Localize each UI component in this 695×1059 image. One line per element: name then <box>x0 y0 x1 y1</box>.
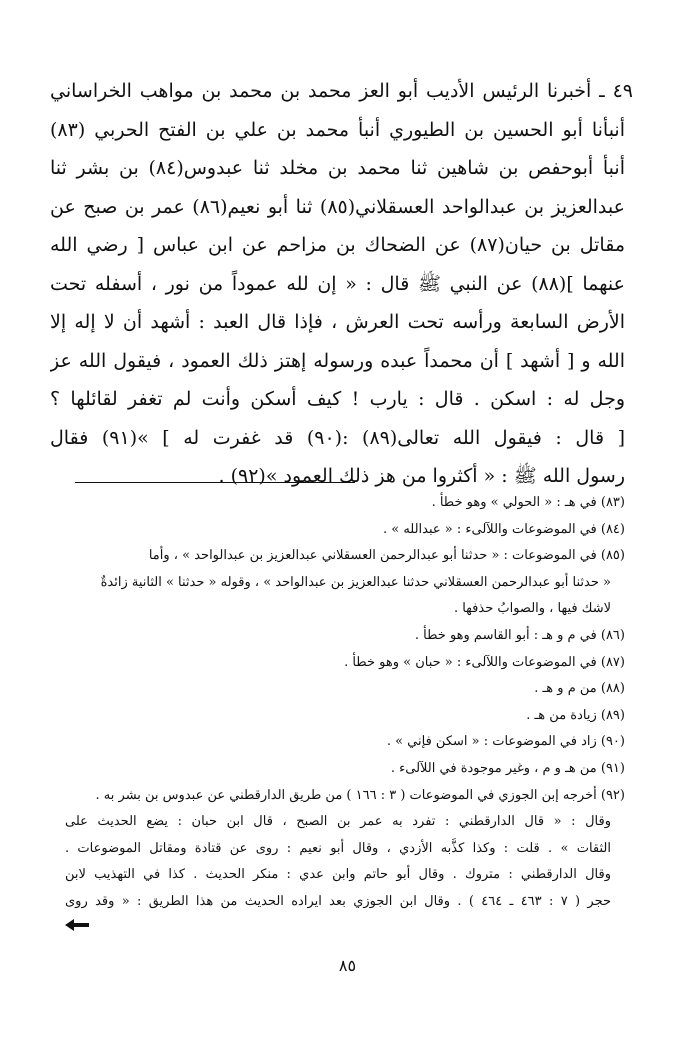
page-number: ٨٥ <box>338 956 357 975</box>
footnote: (٩٢) أخرجه إبن الجوزي في الموضوعات ( ٣ : ١٦٦ ) من طريق الدارقطني عن عبدوس بن بشر به . <box>95 787 625 803</box>
text-line: رسول الله ﷺ : « أكثروا من هز ذلك العمود »(٩٢) . <box>218 465 625 487</box>
text-line: عبدالعزيز بن عبدالواحد العسقلاني(٨٥) ثنا أبو نعيم(٨٦) عمر بن صبح عن <box>50 195 625 218</box>
footnote: (٨٤) في الموضوعات واللآلىء : « عبدالله » . <box>382 521 625 537</box>
footnote-continuation: لاشك فيها ، والصوابُ حذفها . <box>453 601 611 617</box>
text-line: أنبأ أبوحفص بن شاهين ثنا محمد بن مخلد ثنا عبدوس(٨٤) بن بشر ثنا <box>50 157 625 179</box>
text-line: ٤٩ ـ أخبرنا الرئيس الأديب أبو العز محمد بن محمد بن مواهب الخراساني <box>50 80 633 102</box>
footnote-continuation: وقال الدارقطني : متروك . وقال أبو حاتم وابن عدي : منكر الحديث . كذا في التهذيب لابن <box>65 867 611 883</box>
footnote-continuation: وقال : « قال الدارقطني : تفرد به عمر بن الصبح ، قال ابن حبان : يضع الحديث على <box>65 814 611 830</box>
text-line: الأرض السابعة ورأسه تحت العرش ، فإذا قال العبد : أشهد أن لا إله إلا <box>50 311 625 333</box>
footnote-continuation: « حدثنا أبو عبدالرحمن العسقلاني حدثنا عبدالعزيز بن عبدالواحد » ، وقوله « حدثنا » الثانية زائدةٌ <box>100 574 611 590</box>
footnote-divider <box>75 482 355 483</box>
text-line: وجل له : اسكن . قال : يارب ! كيف أسكن وأنت لم تغفر لقائلها ؟ <box>50 388 625 410</box>
footnote: (٨٣) في هـ : « الحولي » وهو خطأ . <box>431 495 625 510</box>
footnote-continuation: حجر ( ٧ : ٤٦٣ ـ ٤٦٤ ) . وقال ابن الجوزي بعد ايراده الحديث من هذا الطريق : « وقد روى <box>65 893 612 909</box>
footnote: (٩٠) زاد في الموضوعات : « اسكن فإني » . <box>386 734 625 750</box>
left-arrow-icon <box>64 918 90 932</box>
footnote: (٨٧) في الموضوعات واللآلىء : « حبان » وهو خطأ . <box>344 654 625 670</box>
footnote-continuation: الثقات » . قلت : وكذا كذَّبه الأزدي ، وقال أبو نعيم : روى عن قتادة ومقاتل الموضوعات . <box>65 840 611 856</box>
text-line: مقاتل بن حيان(٨٧) عن الضحاك بن مزاحم عن ابن عباس [ رضي الله <box>50 234 625 256</box>
footnote: (٩١) من هـ و م ، وغير موجودة في اللآلىء . <box>390 760 625 776</box>
footnote: (٨٥) في الموضوعات : « حدثنا أبو عبدالرحمن العسقلاني عبدالعزيز بن عبدالواحد » ، وأما <box>148 548 625 564</box>
text-line: عنهما ](٨٨) عن النبي ﷺ قال : « إن لله عموداً من نور ، أسفله تحت <box>50 272 625 295</box>
footnotes <box>65 490 625 916</box>
text-line: أنبأنا أبو الحسين بن الطيوري أنبأ محمد بن علي بن الفتح الحربي (٨٣) <box>50 118 625 141</box>
hadith-text <box>50 72 633 496</box>
text-line: [ قال : فيقول الله تعالى(٨٩) :(٩٠) قد غفرت له ] »(٩١) فقال <box>50 426 625 449</box>
footnote: (٨٨) من م و هـ . <box>534 681 625 697</box>
footnote: (٨٩) زيادة من هـ . <box>526 707 625 723</box>
footnote: (٨٦) في م و هـ : أبو القاسم وهو خطأ . <box>414 627 625 643</box>
text-line: الله و [ أشهد ] أن محمداً عبده ورسوله إهتز ذلك العمود ، فيقول الله عز <box>50 349 625 372</box>
